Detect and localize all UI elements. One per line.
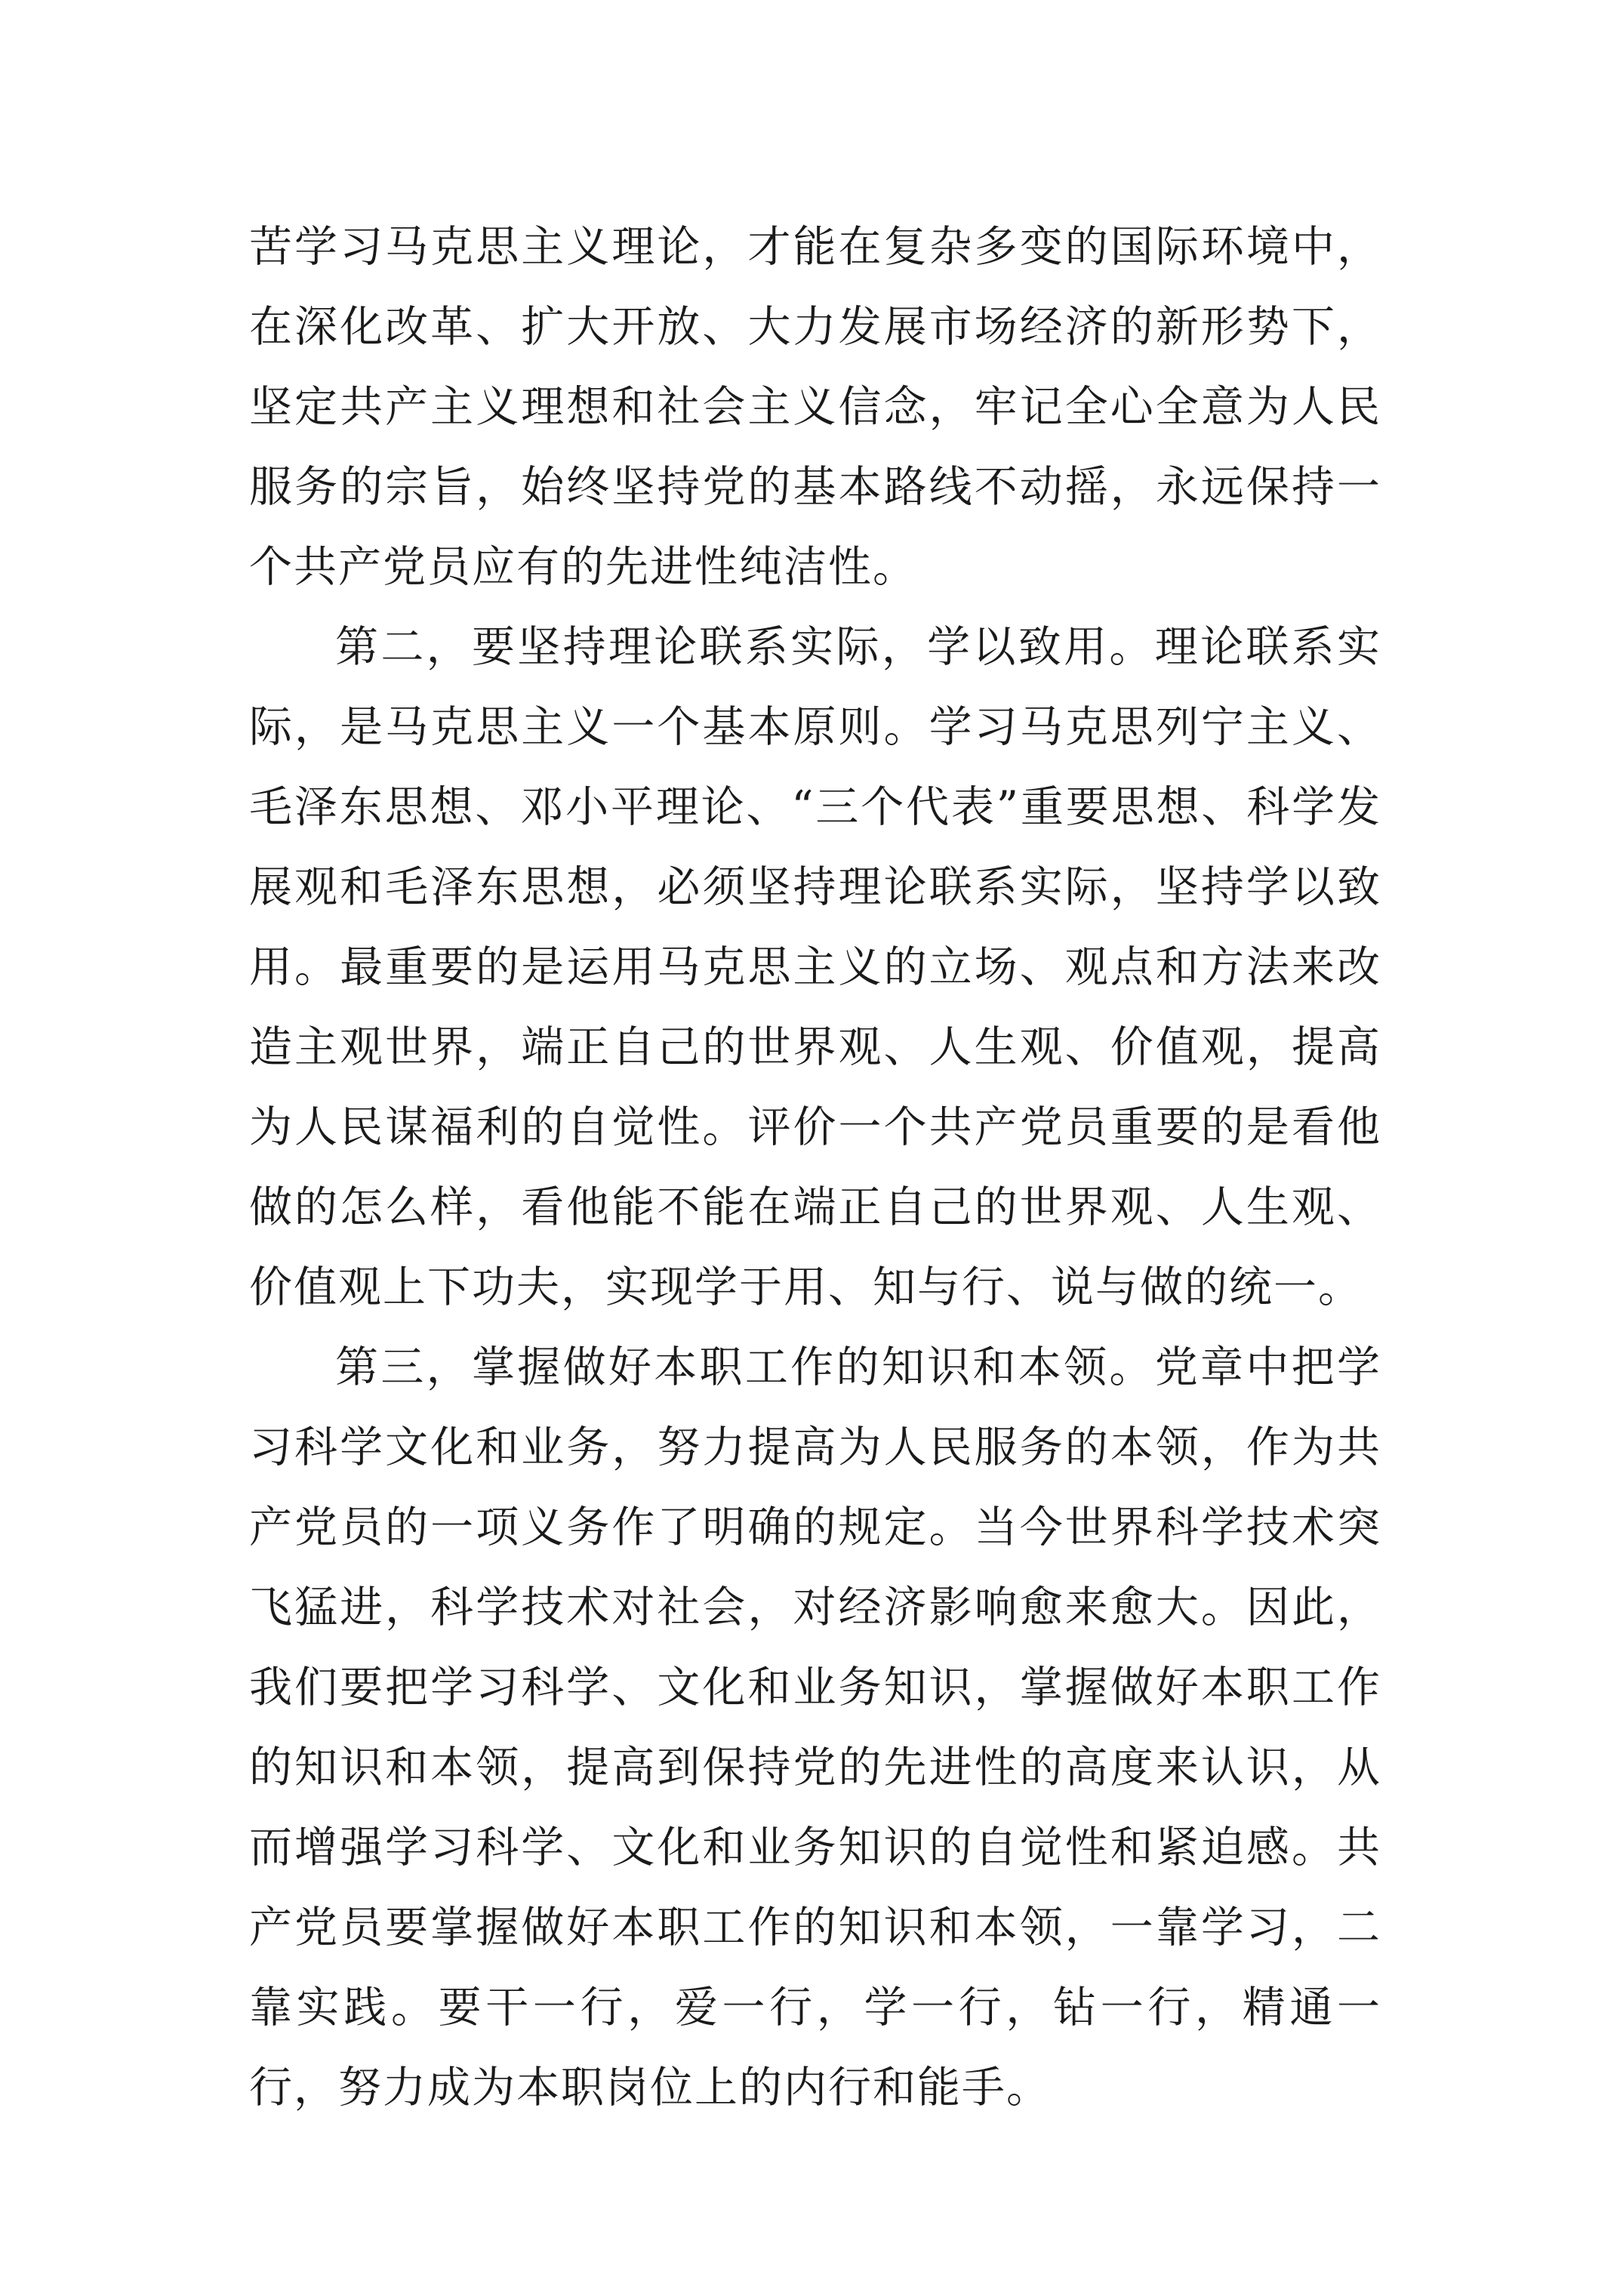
body-text [249,207,1381,2128]
paragraph-second-point: 第二，要坚持理论联系实际，学以致用。理论联系实际，是马克思主义一个基本原则。学习马克思列宁主义、毛泽东思想、邓小平理论、“三个代表”重要思想、科学发展观和毛泽东思想，必须坚持理论联系实际，坚持学以致用。最重要的是运用马克思主义的立场、观点和方法来改造主观世界，端正自己的世界观、人生观、价值观，提高为人民谋福利的自觉性。评价一个共产党员重要的是看他做的怎么样，看他能不能在端正自己的世界观、人生观、价值观上下功夫，实现学于用、知与行、说与做的统一。 [249,622,1381,1312]
paragraph-continuation: 苦学习马克思主义理论，才能在复杂多变的国际环境中，在深化改革、扩大开放、大力发展市场经济的新形势下，坚定共产主义理想和社会主义信念，牢记全心全意为人民服务的宗旨，始终坚持党的基本路线不动摇，永远保持一个共产党员应有的先进性纯洁性。 [249,222,1381,592]
paragraph-third-point: 第三，掌握做好本职工作的知识和本领。党章中把学习科学文化和业务，努力提高为人民服务的本领，作为共产党员的一项义务作了明确的规定。当今世界科学技术突飞猛进，科学技术对社会，对经济影响愈来愈大。因此，我们要把学习科学、文化和业务知识，掌握做好本职工作的知识和本领，提高到保持党的先进性的高度来认识，从而增强学习科学、文化和业务知识的自觉性和紧迫感。共产党员要掌握做好本职工作的知识和本领，一靠学习，二靠实践。要干一行，爱一行，学一行，钻一行，精通一行，努力成为本职岗位上的内行和能手。 [249,1342,1381,2113]
